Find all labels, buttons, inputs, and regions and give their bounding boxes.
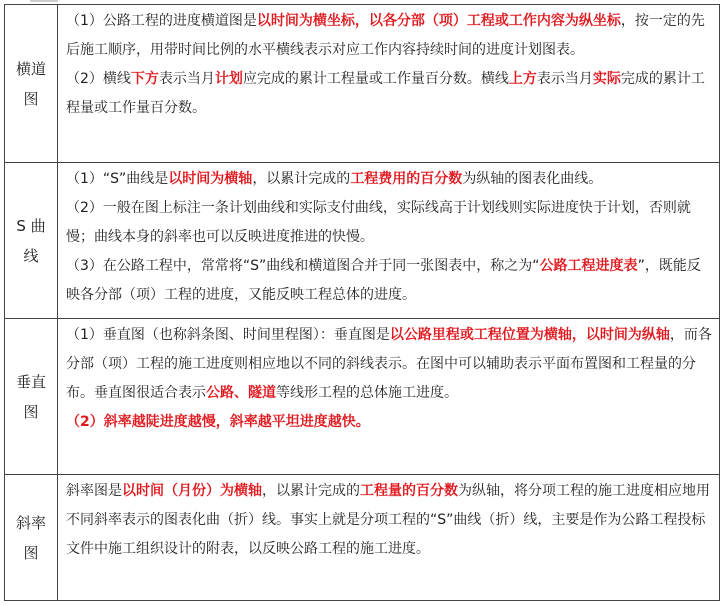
text-run: 为纵轴，将分项工程的施工进度相应地用不同斜率表示的图表化曲（折）线。事实上就是分项工程的“S”曲线（折）线，主要是作为公路工程投标文件中施工组织设计的附表，以反映公路工程的施工进度。 [66, 483, 710, 557]
row-label-line: 图 [23, 543, 39, 562]
highlight-text: 以时间为横坐标，以各分部（项）工程或工作内容为纵坐标 [256, 13, 621, 29]
highlight-text: （2）斜率越陡进度越慢，斜率越平坦进度越快。 [66, 414, 370, 430]
highlight-text: 实际 [592, 71, 621, 87]
text-run: ，以累计完成的 [262, 483, 360, 499]
table-row [5, 475, 720, 601]
row-content [58, 475, 720, 601]
text-run: 等线形工程的总体施工进度。 [276, 385, 458, 401]
table-row [5, 319, 720, 475]
top-rule [30, 0, 58, 2]
highlight-text: 工程量的百分数 [360, 483, 458, 499]
text-run: （1）垂直图（也称斜条图、时间里程图）：垂直图是 [66, 327, 390, 343]
row-content [58, 319, 720, 475]
text-run: ，以累计完成的 [252, 171, 351, 187]
highlight-text: 计划 [214, 71, 243, 87]
text-run: 表示当月 [536, 71, 593, 87]
text-run: 表示当月 [158, 71, 215, 87]
paragraph [66, 477, 713, 564]
text-run: 为纵轴的图表化曲线。 [462, 171, 603, 187]
text-run: ，而各分部（项）工程的施工进度则相应地以不同的斜线表示。在图中可以辅助表示平面布置图和工程量的分布。垂直图很适合表示 [66, 327, 712, 401]
row-label-line: 图 [23, 402, 39, 421]
text-run: （1）公路工程的进度横道图是 [66, 13, 257, 29]
paragraph [66, 7, 713, 65]
highlight-text: 上方 [508, 71, 537, 87]
text-run: ”，既能反映各分部（项）工程的进度，又能反映工程总体的进度。 [66, 258, 701, 303]
row-label [5, 475, 58, 601]
table-row [5, 5, 720, 163]
row-label [5, 319, 58, 475]
row-content [58, 5, 720, 163]
row-label-line: 图 [23, 89, 39, 108]
table-row [5, 163, 720, 319]
highlight-text: 以时间（月份）为横轴 [122, 483, 262, 499]
comparison-table [4, 4, 720, 601]
highlight-text: 以公路里程或工程位置为横轴，以时间为纵轴 [389, 327, 670, 343]
paragraph [66, 194, 713, 252]
text-run: 斜率图是 [66, 483, 122, 499]
highlight-text: 公路、隧道 [206, 385, 276, 401]
text-run: （2）一般在图上标注一条计划曲线和实际支付曲线，实际线高于计划线则实际进度快于计划，否则就慢；曲线本身的斜率也可以反映进度推进的快慢。 [66, 200, 691, 245]
paragraph [66, 252, 713, 310]
row-label-line: 线 [23, 246, 39, 265]
highlight-text: 工程费用的百分数 [350, 171, 463, 187]
highlight-text: 下方 [130, 71, 159, 87]
row-label [5, 163, 58, 319]
text-run: （2）横线 [66, 71, 131, 87]
text-run: 完成的累计工程量或工作量百分数。 [66, 71, 705, 116]
text-run: （1）“S”曲线是 [66, 171, 169, 187]
paragraph [66, 321, 713, 408]
text-run: 应完成的累计工程量或工作量百分数。横线 [242, 71, 509, 87]
row-label-line: S 曲 [16, 216, 46, 235]
paragraph [66, 165, 713, 194]
row-label-line: 横道 [15, 59, 46, 78]
text-run: （3）在公路工程中，常常将“S”曲线和横道图合并于同一张图表中，称之为“ [66, 258, 540, 274]
paragraph [66, 65, 713, 123]
highlight-text: 公路工程进度表 [539, 258, 638, 274]
paragraph [66, 408, 713, 437]
highlight-text: 以时间为横轴 [168, 171, 253, 187]
row-label [5, 5, 58, 163]
row-label-line: 垂直 [15, 372, 46, 391]
text-run: ，按一定的先后施工顺序，用带时间比例的水平横线表示对应工作内容持续时间的进度计划图表。 [66, 13, 705, 58]
row-content [58, 163, 720, 319]
row-label-line: 斜率 [15, 513, 46, 532]
